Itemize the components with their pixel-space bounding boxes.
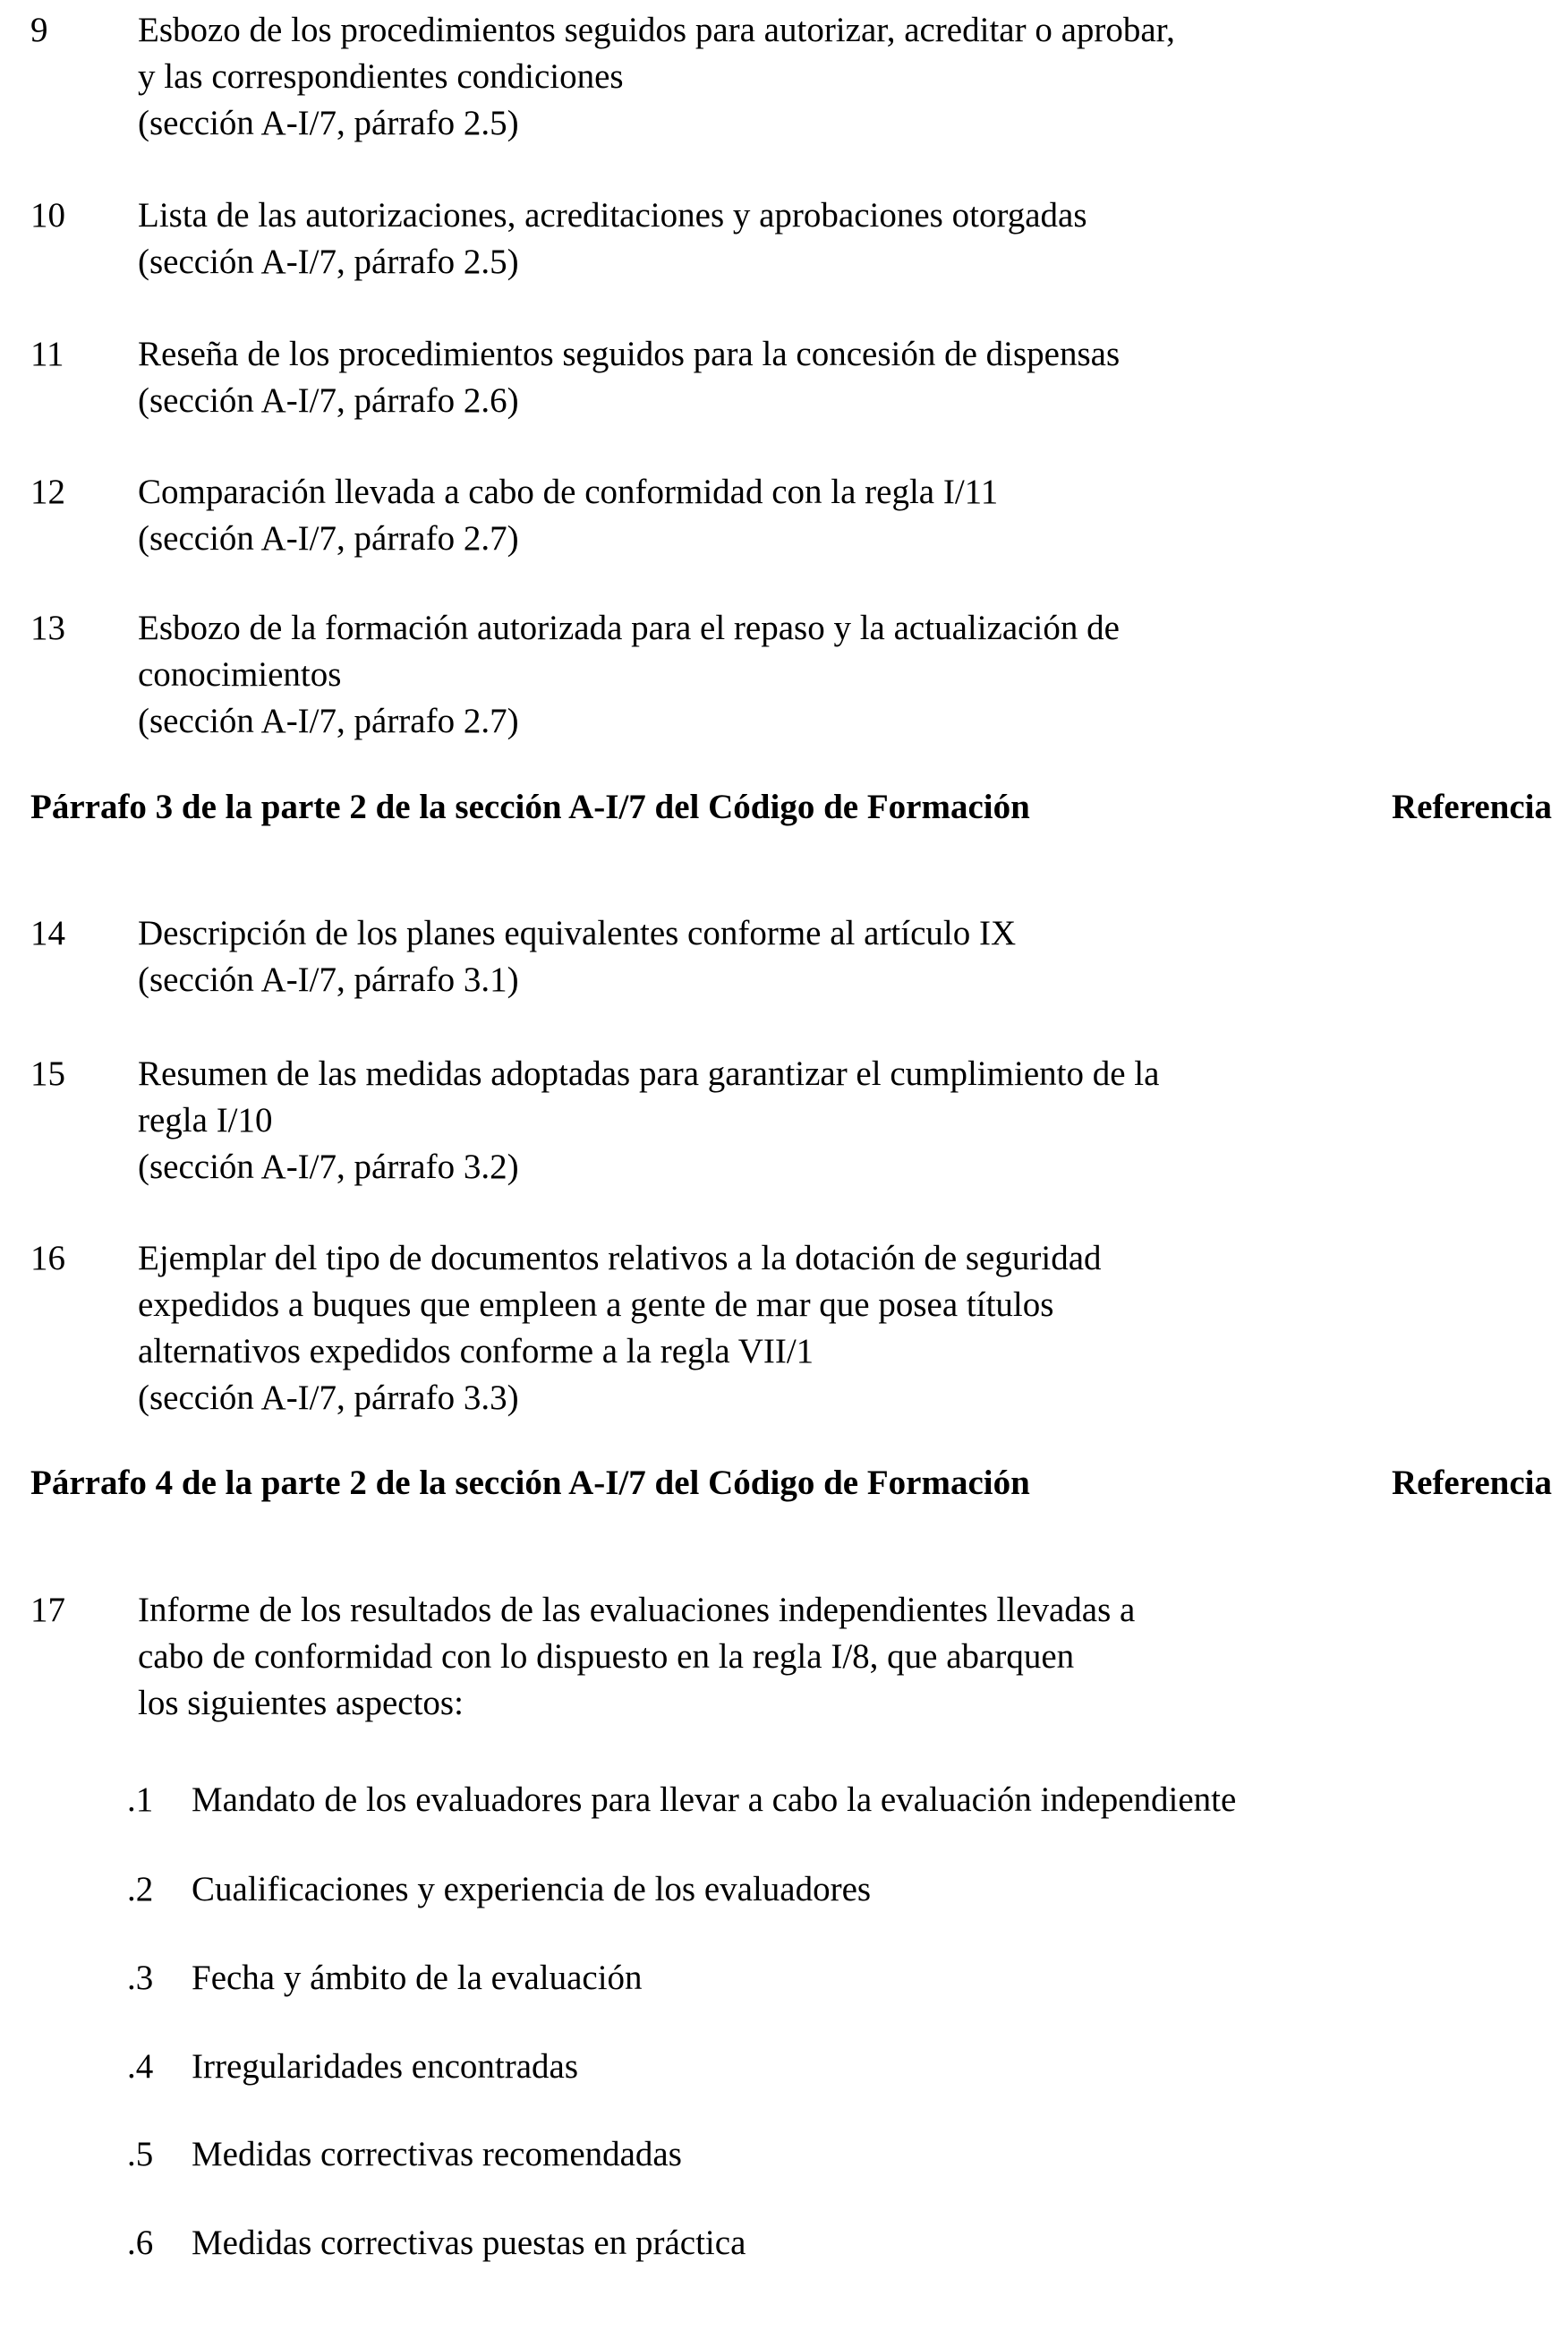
item-text <box>138 1235 1409 1421</box>
item-reference: (sección A-I/7, párrafo 3.1) <box>138 960 519 999</box>
item-reference: (sección A-I/7, párrafo 3.3) <box>138 1379 519 1417</box>
item-line: regla I/10 <box>138 1101 273 1140</box>
subitem-text <box>192 2131 1516 2178</box>
subitem-line: Mandato de los evaluadores para llevar a cabo la evaluación independiente <box>192 1780 1237 1819</box>
item-text <box>138 1587 1409 1727</box>
subitem-text <box>192 1777 1516 1823</box>
item-number: 16 <box>30 1239 65 1277</box>
subitem-line: Cualificaciones y experiencia de los evaluadores <box>192 1870 872 1908</box>
item-line: Descripción de los planes equivalentes conforme al artículo IX <box>138 914 1017 952</box>
item-number: 14 <box>30 914 65 952</box>
item-reference: (sección A-I/7, párrafo 2.5) <box>138 243 519 281</box>
item-line: cabo de conformidad con lo dispuesto en la regla I/8, que abarquen <box>138 1637 1075 1676</box>
subitem-text <box>192 1955 1516 2002</box>
subitem-number: .6 <box>127 2224 154 2262</box>
heading-reference-label: Referencia <box>1391 788 1552 826</box>
item-number: 13 <box>30 609 65 647</box>
item-text <box>138 605 1409 745</box>
subitem-text <box>192 1866 1516 1913</box>
item-line: Lista de las autorizaciones, acreditaciones y aprobaciones otorgadas <box>138 196 1087 235</box>
item-reference: (sección A-I/7, párrafo 2.7) <box>138 702 519 740</box>
item-reference: (sección A-I/7, párrafo 3.2) <box>138 1148 519 1186</box>
subitem-number: .3 <box>127 1959 154 1997</box>
item-reference: (sección A-I/7, párrafo 2.5) <box>138 104 519 142</box>
item-number: 11 <box>30 335 64 373</box>
heading-reference-label: Referencia <box>1391 1464 1552 1502</box>
item-line: Esbozo de la formación autorizada para el repaso y la actualización de <box>138 609 1120 647</box>
subitem-number: .4 <box>127 2047 154 2086</box>
item-line: Reseña de los procedimientos seguidos para la concesión de dispensas <box>138 335 1121 373</box>
subitem-line: Medidas correctivas recomendadas <box>192 2135 682 2173</box>
item-line: conocimientos <box>138 655 342 694</box>
item-reference: (sección A-I/7, párrafo 2.7) <box>138 519 519 558</box>
subitem-line: Irregularidades encontradas <box>192 2047 579 2086</box>
item-number: 12 <box>30 473 65 511</box>
item-line: Comparación llevada a cabo de conformidad con la regla I/11 <box>138 473 999 511</box>
subitem-line: Fecha y ámbito de la evaluación <box>192 1959 643 1997</box>
item-text <box>138 192 1409 286</box>
item-line: los siguientes aspectos: <box>138 1684 464 1722</box>
subitem-text <box>192 2044 1516 2090</box>
item-text <box>138 7 1409 147</box>
item-number: 9 <box>30 11 48 49</box>
item-line: expedidos a buques que empleen a gente de mar que posea títulos <box>138 1285 1054 1324</box>
item-line: Esbozo de los procedimientos seguidos para autorizar, acreditar o aprobar, <box>138 11 1175 49</box>
item-line: alternativos expedidos conforme a la regla VII/1 <box>138 1332 814 1370</box>
item-number: 15 <box>30 1054 65 1093</box>
subitem-number: .5 <box>127 2135 154 2173</box>
item-number: 17 <box>30 1591 65 1629</box>
heading-title: Párrafo 4 de la parte 2 de la sección A-I/7 del Código de Formación <box>30 1464 1030 1502</box>
item-line: Resumen de las medidas adoptadas para garantizar el cumplimiento de la <box>138 1054 1160 1093</box>
item-text <box>138 1051 1409 1191</box>
item-number: 10 <box>30 196 65 235</box>
subitem-number: .2 <box>127 1870 154 1908</box>
item-reference: (sección A-I/7, párrafo 2.6) <box>138 381 519 420</box>
item-text <box>138 910 1409 1003</box>
subitem-line: Medidas correctivas puestas en práctica <box>192 2224 746 2262</box>
heading-title: Párrafo 3 de la parte 2 de la sección A-I/7 del Código de Formación <box>30 788 1030 826</box>
item-text <box>138 469 1409 562</box>
subitem-number: .1 <box>127 1780 154 1819</box>
subitem-text <box>192 2220 1516 2266</box>
item-line: y las correspondientes condiciones <box>138 57 624 96</box>
item-text <box>138 331 1409 424</box>
item-line: Informe de los resultados de las evaluaciones independientes llevadas a <box>138 1591 1136 1629</box>
item-line: Ejemplar del tipo de documentos relativos a la dotación de seguridad <box>138 1239 1102 1277</box>
